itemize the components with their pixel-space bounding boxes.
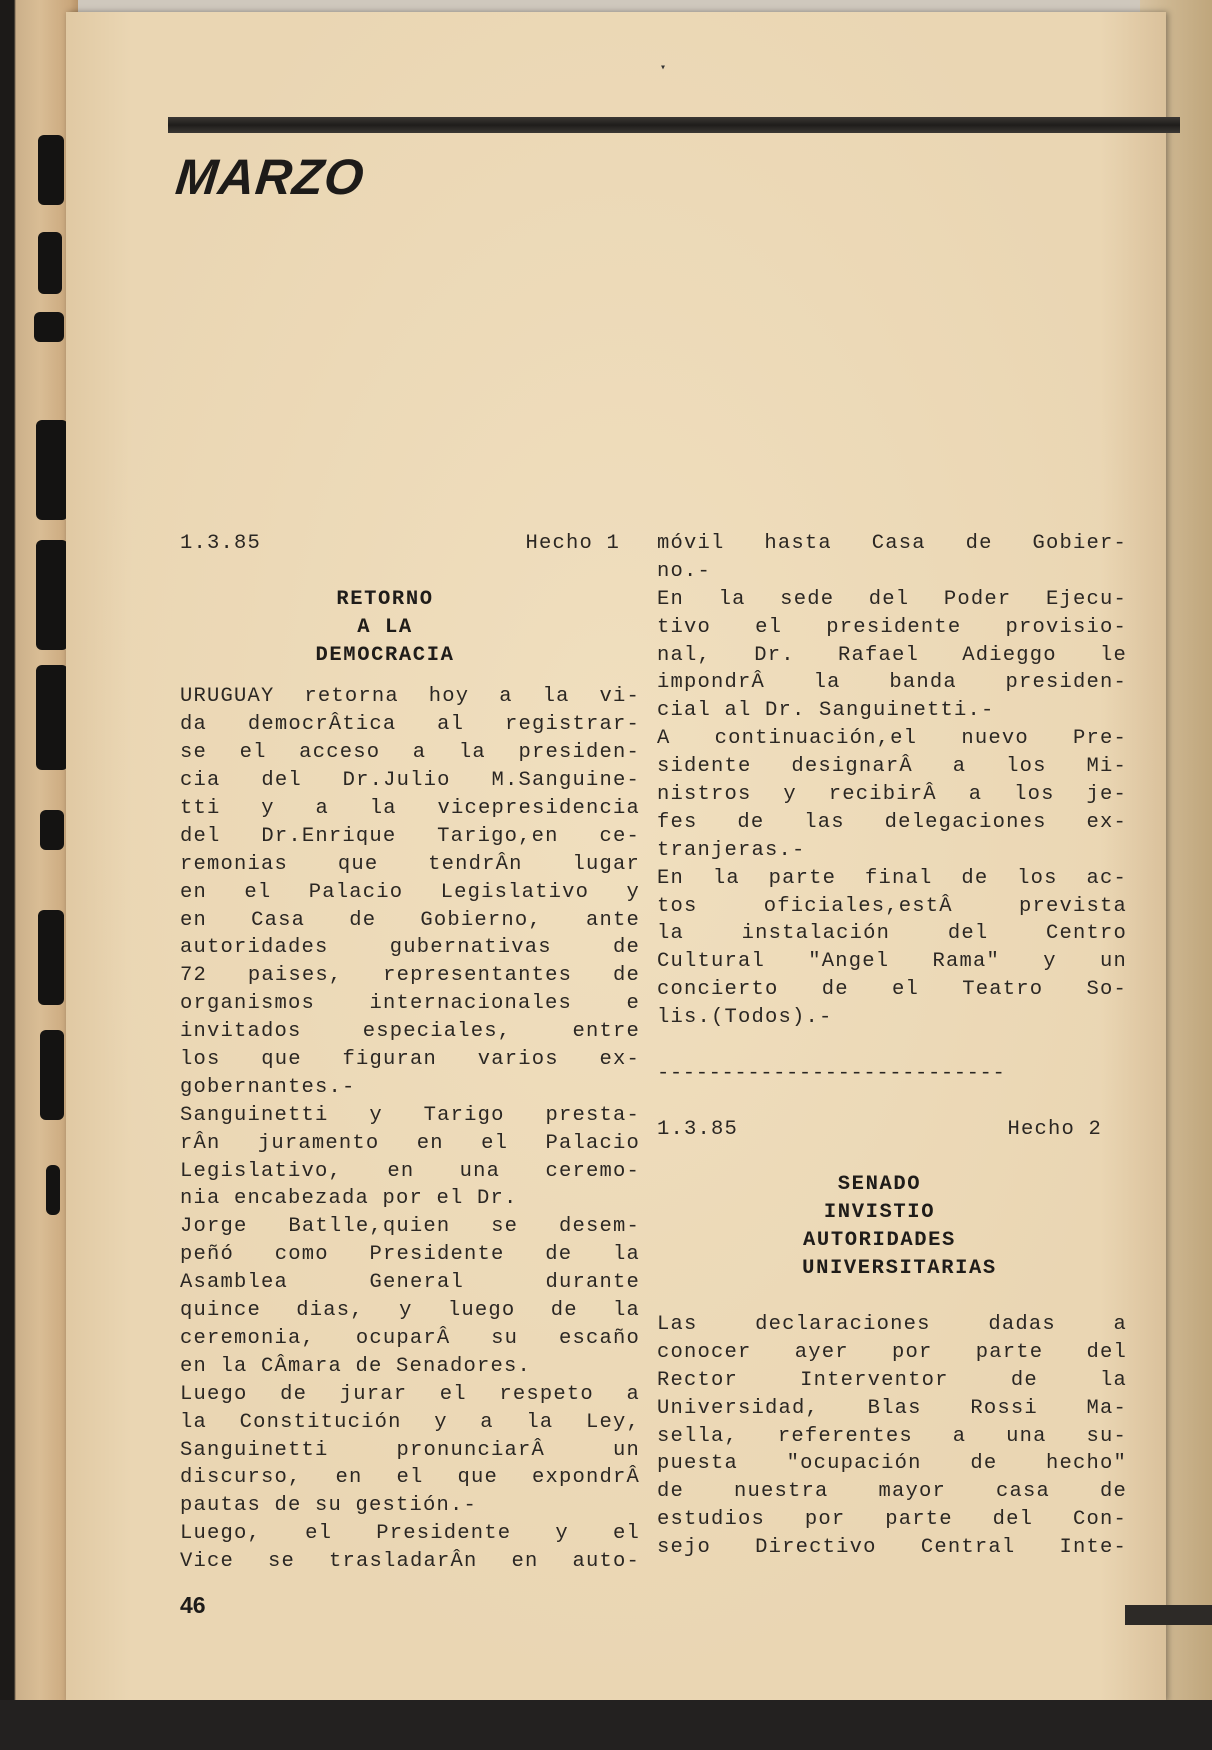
body-line: Universidad, Blas Rossi Ma- xyxy=(657,1396,1127,1420)
spine-mark xyxy=(36,420,68,520)
spine-mark xyxy=(40,1030,64,1120)
body-line: sejo Directivo Central Inte- xyxy=(657,1536,1127,1560)
scan-bottom-edge xyxy=(0,1700,1212,1750)
spine-mark xyxy=(38,232,62,294)
fact-label: Hecho 2 xyxy=(1007,1117,1102,1141)
body-line: En la parte final de los ac- xyxy=(657,866,1127,890)
fact-headline xyxy=(180,586,640,670)
body-line: Legislativo, en una ceremo- xyxy=(180,1159,640,1183)
left-column xyxy=(180,530,640,1576)
body-line: Las declaraciones dadas a xyxy=(657,1312,1127,1336)
spine-mark xyxy=(36,540,68,650)
spine-mark xyxy=(34,312,64,342)
body-line: lis.(Todos).- xyxy=(657,1006,833,1030)
body-line: impondrÂ la banda presiden- xyxy=(657,671,1127,695)
header-rule xyxy=(168,117,1180,133)
body-line: organismos internacionales e xyxy=(180,992,640,1016)
fact-label: Hecho 1 xyxy=(525,532,620,555)
body-line: 72 paises, representantes de xyxy=(180,964,640,988)
body-line: fes de las delegaciones ex- xyxy=(657,810,1127,834)
page-number: 46 xyxy=(180,1592,206,1618)
body-line: Jorge Batlle,quien se desem- xyxy=(180,1215,640,1239)
fact-headline xyxy=(657,1171,1102,1283)
fact-date: 1.3.85 xyxy=(180,532,262,555)
body-line: en Casa de Gobierno, ante xyxy=(180,908,640,932)
headline-line: INVISTIO xyxy=(823,1201,936,1225)
fact-header xyxy=(180,530,640,558)
body-line: sella, referentes a una su- xyxy=(657,1424,1127,1448)
body-line: tranjeras.- xyxy=(657,838,806,862)
body-line: gobernantes.- xyxy=(180,1075,356,1099)
body-line: da democrÂtica al registrar- xyxy=(180,713,640,737)
body-line: Sanguinetti y Tarigo presta- xyxy=(180,1103,640,1127)
body-line: invitados especiales, entre xyxy=(180,1020,640,1044)
body-line: Sanguinetti pronunciarÂ un xyxy=(180,1438,640,1462)
fact-date: 1.3.85 xyxy=(657,1117,739,1141)
body-line: la instalación del Centro xyxy=(657,922,1127,946)
body-line: ceremonia, ocuparÂ su escaño xyxy=(180,1326,640,1350)
body-line: conocer ayer por parte del xyxy=(657,1340,1127,1364)
body-line: puesta "ocupación de hecho" xyxy=(657,1452,1127,1476)
spine-mark xyxy=(40,810,64,850)
body-line: discurso, en el que expondrÂ xyxy=(180,1466,640,1490)
article-body xyxy=(657,1311,1127,1562)
body-line: remonias que tendrÂn lugar xyxy=(180,852,640,876)
body-line: Luego de jurar el respeto a xyxy=(180,1382,640,1406)
body-line: URUGUAY retorna hoy a la vi- xyxy=(180,685,640,709)
article-body-continued xyxy=(657,530,1127,1032)
body-line: concierto de el Teatro So- xyxy=(657,978,1127,1002)
body-line: nal, Dr. Rafael Adieggo le xyxy=(657,643,1127,667)
body-line: tti y a la vicepresidencia xyxy=(180,797,640,821)
body-line: los que figuran varios ex- xyxy=(180,1048,640,1072)
spine-mark xyxy=(38,135,64,205)
separator-line: --------------------------- xyxy=(657,1061,1006,1085)
body-line: en la CÂmara de Senadores. xyxy=(180,1354,532,1378)
body-line: sidente designarÂ a los Mi- xyxy=(657,755,1127,779)
body-line: A continuación,el nuevo Pre- xyxy=(657,727,1127,751)
body-line: peñó como Presidente de la xyxy=(180,1243,640,1267)
body-line: Rector Interventor de la xyxy=(657,1368,1127,1392)
body-line: Vice se trasladarÂn en auto- xyxy=(180,1550,640,1574)
body-line: no.- xyxy=(657,559,712,583)
body-line: estudios por parte del Con- xyxy=(657,1508,1127,1532)
body-line: Luego, el Presidente y el xyxy=(180,1522,640,1546)
body-line: del Dr.Enrique Tarigo,en ce- xyxy=(180,824,640,848)
right-column xyxy=(657,530,1127,1562)
body-line: autoridades gubernativas de xyxy=(180,936,640,960)
headline-line: UNIVERSITARIAS xyxy=(802,1257,997,1281)
body-line: en el Palacio Legislativo y xyxy=(180,880,640,904)
body-line: quince dias, y luego de la xyxy=(180,1299,640,1323)
body-line: En la sede del Poder Ejecu- xyxy=(657,587,1127,611)
headline-line: DEMOCRACIA xyxy=(315,643,455,667)
spine-mark xyxy=(36,665,68,770)
body-line: cial al Dr. Sanguinetti.- xyxy=(657,699,995,723)
headline-line: RETORNO xyxy=(336,587,434,611)
body-line: se el acceso a la presiden- xyxy=(180,741,640,765)
body-line: Cultural "Angel Rama" y un xyxy=(657,950,1127,974)
body-line: tivo el presidente provisio- xyxy=(657,615,1127,639)
spine-mark xyxy=(38,910,64,1005)
headline-line: A LA xyxy=(357,615,413,639)
body-line: la Constitución y a la Ley, xyxy=(180,1410,640,1434)
body-line: nia encabezada por el Dr. xyxy=(180,1187,518,1211)
body-line: móvil hasta Casa de Gobier- xyxy=(657,532,1127,555)
body-line: cia del Dr.Julio M.Sanguine- xyxy=(180,769,640,793)
spine-mark xyxy=(46,1165,60,1215)
body-line: pautas de su gestión.- xyxy=(180,1494,478,1518)
page-tab-mark xyxy=(1125,1605,1212,1625)
body-line: rÂn juramento en el Palacio xyxy=(180,1131,640,1155)
section-title: MARZO xyxy=(173,149,368,205)
body-line: nistros y recibirÂ a los je- xyxy=(657,783,1127,807)
headline-line: SENADO xyxy=(837,1173,922,1197)
article-body xyxy=(180,683,640,1576)
ink-speck: ▾ xyxy=(660,63,667,74)
fact-header xyxy=(657,1116,1102,1144)
headline-line: AUTORIDADES xyxy=(803,1229,956,1253)
body-line: tos oficiales,estÂ prevista xyxy=(657,894,1127,918)
body-line: Asamblea General durante xyxy=(180,1271,640,1295)
body-line: de nuestra mayor casa de xyxy=(657,1480,1127,1504)
